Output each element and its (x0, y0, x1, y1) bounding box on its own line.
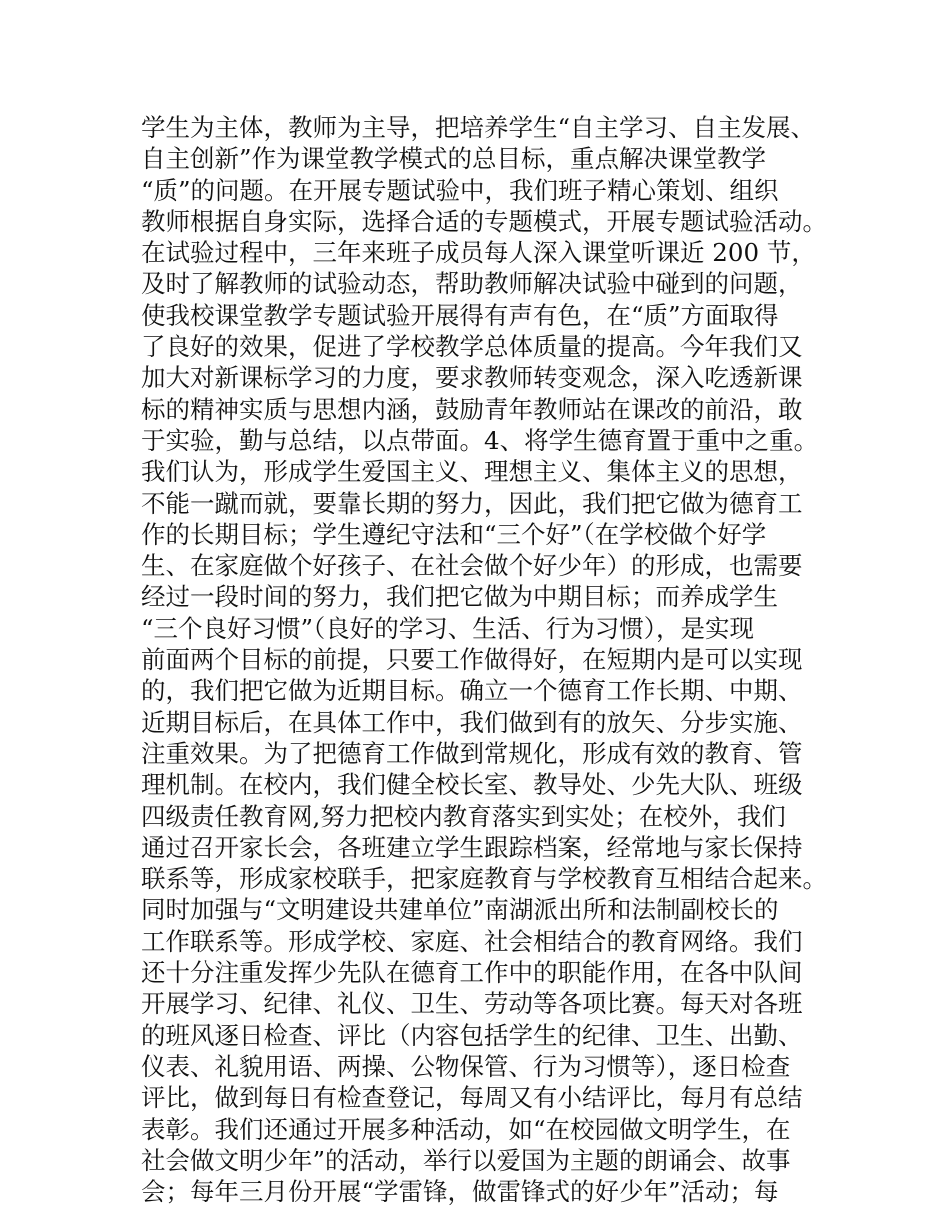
text-line-8: 了良好的效果，促进了学校教学总体质量的提高。今年我们又 (141, 332, 803, 362)
text-line-13: 不能一蹴而就，要靠长期的努力，因此，我们把它做为德育工 (141, 488, 803, 518)
text-line-12: 我们认为，形成学生爱国主义、理想主义、集体主义的思想， (141, 457, 803, 487)
text-line-21: 注重效果。为了把德育工作做到常规化，形成有效的教育、管 (141, 738, 803, 768)
text-line-2: 自主创新”作为课堂教学模式的总目标，重点解决课堂教学 (141, 144, 767, 174)
text-line-5: 在试验过程中，三年来班子成员每人深入课堂听课近 200 节， (141, 238, 816, 268)
text-line-29: 开展学习、纪律、礼仪、卫生、劳动等各项比赛。每天对各班 (141, 989, 803, 1019)
text-line-3: “质”的问题。在开展专题试验中，我们班子精心策划、组织 (141, 175, 779, 205)
text-line-20: 近期目标后，在具体工作中，我们做到有的放矢、分步实施、 (141, 707, 803, 737)
text-line-17: “三个良好习惯”（良好的学习、生活、行为习惯），是实现 (141, 613, 755, 643)
text-line-6: 及时了解教师的试验动态，帮助教师解决试验中碰到的问题， (141, 269, 803, 299)
text-line-7: 使我校课堂教学专题试验开展得有声有色，在“质”方面取得 (141, 300, 779, 330)
text-line-25: 联系等，形成家校联手，把家庭教育与学校教育互相结合起来。 (141, 864, 827, 894)
text-line-32: 评比，做到每日有检查登记，每周又有小结评比，每月有总结 (141, 1083, 803, 1113)
text-line-27: 工作联系等。形成学校、家庭、社会相结合的教育网络。我们 (141, 926, 803, 956)
text-line-30: 的班风逐日检查、评比（内容包括学生的纪律、卫生、出勤、 (141, 1020, 803, 1050)
text-line-19: 的，我们把它做为近期目标。确立一个德育工作长期、中期、 (141, 676, 803, 706)
text-line-10: 标的精神实质与思想内涵，鼓励青年教师站在课改的前沿，敢 (141, 394, 803, 424)
text-line-24: 通过召开家长会，各班建立学生跟踪档案，经常地与家长保持 (141, 832, 803, 862)
text-line-11: 于实验，勤与总结，以点带面。4、将学生德育置于重中之重。 (141, 425, 819, 455)
text-line-31: 仪表、礼貌用语、两操、公物保管、行为习惯等），逐日检查 (141, 1051, 791, 1081)
text-line-28: 还十分注重发挥少先队在德育工作中的职能作用，在各中队间 (141, 958, 803, 988)
text-line-16: 经过一段时间的努力，我们把它做为中期目标；而养成学生 (141, 582, 778, 612)
text-line-33: 表彰。我们还通过开展多种活动，如“在校园做文明学生，在 (141, 1114, 791, 1144)
text-line-1: 学生为主体，教师为主导，把培养学生“自主学习、自主发展、 (141, 113, 816, 142)
text-line-14: 作的长期目标；学生遵纪守法和“三个好”（在学校做个好学 (141, 519, 767, 549)
text-line-9: 加大对新课标学习的力度，要求教师转变观念，深入吃透新课 (141, 363, 803, 393)
text-line-15: 生、在家庭做个好孩子、在社会做个好少年）的形成，也需要 (141, 551, 803, 581)
text-line-23: 四级责任教育网,努力把校内教育落实到实处；在校外，我们 (141, 801, 786, 831)
body-text (141, 112, 831, 1207)
text-line-4: 教师根据自身实际，选择合适的专题模式，开展专题试验活动。 (141, 206, 827, 236)
text-line-22: 理机制。在校内，我们健全校长室、教导处、少先大队、班级 (141, 770, 803, 800)
text-line-34: 社会做文明少年”的活动，举行以爱国为主题的朗诵会、故事 (141, 1145, 791, 1175)
text-line-18: 前面两个目标的前提，只要工作做得好，在短期内是可以实现 (141, 645, 803, 675)
text-line-35: 会；每年三月份开展“学雷锋，做雷锋式的好少年”活动；每 (141, 1177, 779, 1207)
text-line-26: 同时加强与“文明建设共建单位”南湖派出所和法制副校长的 (141, 895, 779, 925)
